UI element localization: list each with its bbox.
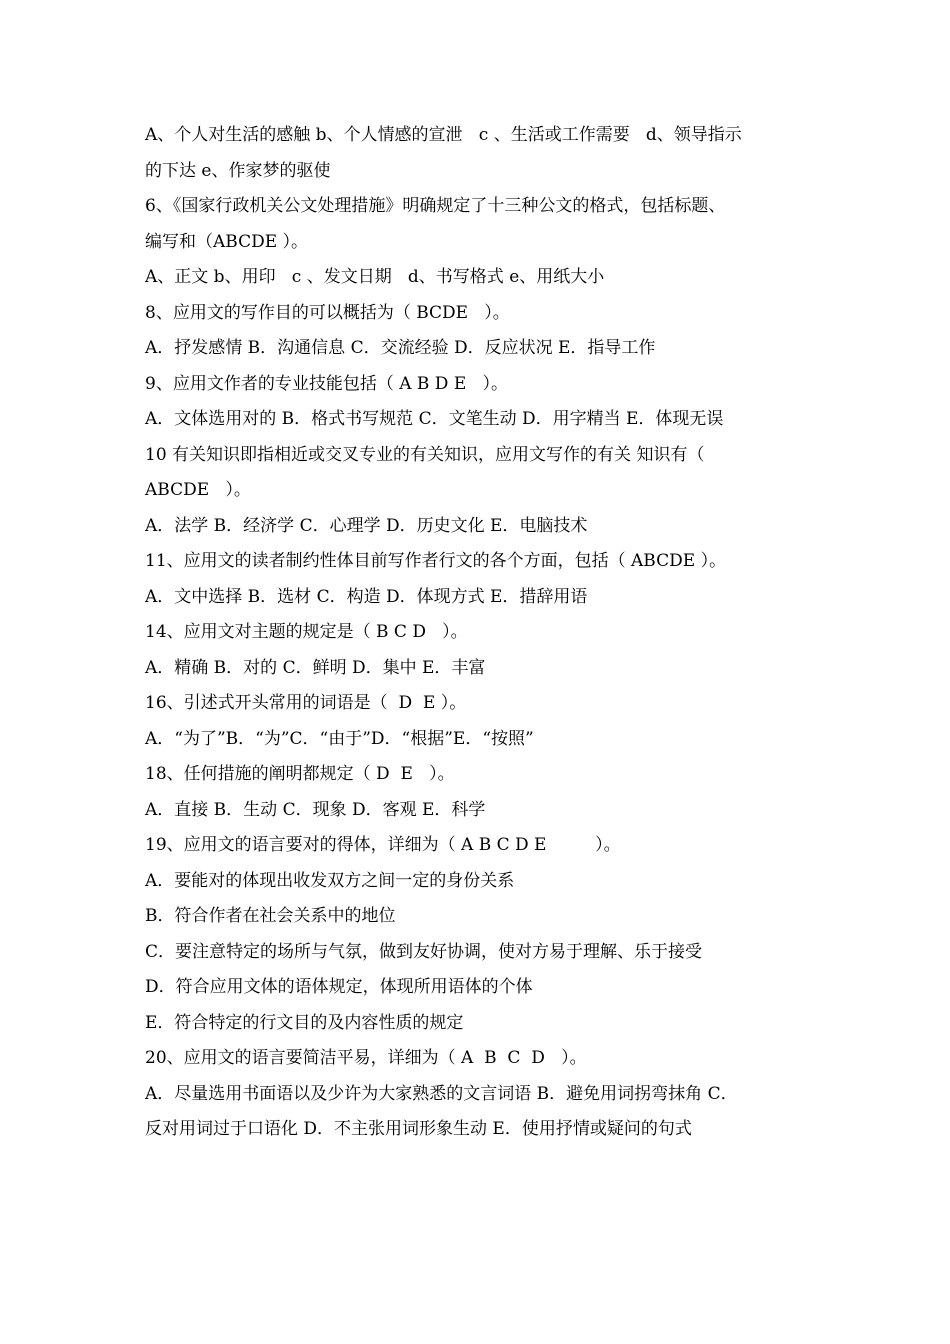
question-10: 10 有关知识即指相近或交叉专业的有关知识，应用文写作的有关 知识有（ (145, 444, 705, 465)
question-6: 6、《国家行政机关公文处理措施》明确规定了十三种公文的格式，包括标题、 (145, 196, 726, 216)
answer-options: A．法学 B．经济学 C．心理学 D．历史文化 E．电脑技术 (145, 515, 588, 536)
answer-options: A．精确 B．对的 C．鲜明 D．集中 E．丰富 (145, 657, 486, 678)
text-line: 反对用词过于口语化 D．不主张用词形象生动 E．使用抒情或疑问的句式 (145, 1119, 692, 1139)
question-19: 19、应用文的语言要对的得体，详细为（ A B C D E ）。 (145, 835, 621, 855)
question-18: 18、任何措施的阐明都规定（ D E ）。 (145, 764, 455, 784)
answer-options: A．抒发感情 B．沟通信息 C．交流经验 D．反应状况 E．指导工作 (145, 338, 656, 358)
text-line: ABCDE ）。 (145, 480, 251, 500)
text-line: 的下达 e、作家梦的驱使 (145, 160, 331, 181)
answer-option-b: B．符合作者在社会关系中的地位 (145, 906, 396, 926)
question-20: 20、应用文的语言要简洁平易，详细为（ A B C D ）。 (145, 1048, 587, 1068)
answer-option-e: E．符合特定的行文目的及内容性质的规定 (145, 1012, 464, 1033)
question-8: 8、应用文的写作目的可以概括为（ BCDE ）。 (145, 302, 510, 323)
document-body (145, 118, 810, 1148)
answer-options: A．文体选用对的 B．格式书写规范 C．文笔生动 D．用字精当 E．体现无误 (145, 409, 724, 429)
question-9: 9、应用文作者的专业技能包括（ A B D E ）。 (145, 373, 508, 394)
answer-options: A．直接 B．生动 C．现象 D．客观 E．科学 (145, 799, 486, 820)
question-16: 16、引述式开头常用的词语是（ D E ）。 (145, 693, 467, 713)
answer-options: A．尽量选用书面语以及少许为大家熟悉的文言词语 B．避免用词拐弯抹角 C． (145, 1083, 738, 1104)
question-14: 14、应用文对主题的规定是（ B C D ）。 (145, 622, 468, 642)
text-line: A、个人对生活的感触 b、个人情感的宣泄 c 、生活或工作需要 d、领导指示 (145, 125, 742, 145)
answer-options: A．“为了”B．“为”C．“由于”D．“根据”E．“按照” (145, 728, 534, 749)
answer-option-c: C．要注意特定的场所与气氛，做到友好协调，使对方易于理解、乐于接受 (145, 941, 703, 962)
answer-option-a: A．要能对的体现出收发双方之间一定的身份关系 (145, 870, 515, 891)
text-line: 编写和（ABCDE ）。 (145, 231, 309, 252)
answer-options: A．文中选择 B．选材 C．构造 D．体现方式 E．措辞用语 (145, 586, 588, 607)
answer-options: A、正文 b、用印 c 、发文日期 d、书写格式 e、用纸大小 (145, 267, 605, 287)
question-11: 11、应用文的读者制约性体目前写作者行文的各个方面，包括（ ABCDE ）。 (145, 551, 727, 571)
answer-option-d: D．符合应用文体的语体规定，体现所用语体的个体 (145, 977, 533, 997)
